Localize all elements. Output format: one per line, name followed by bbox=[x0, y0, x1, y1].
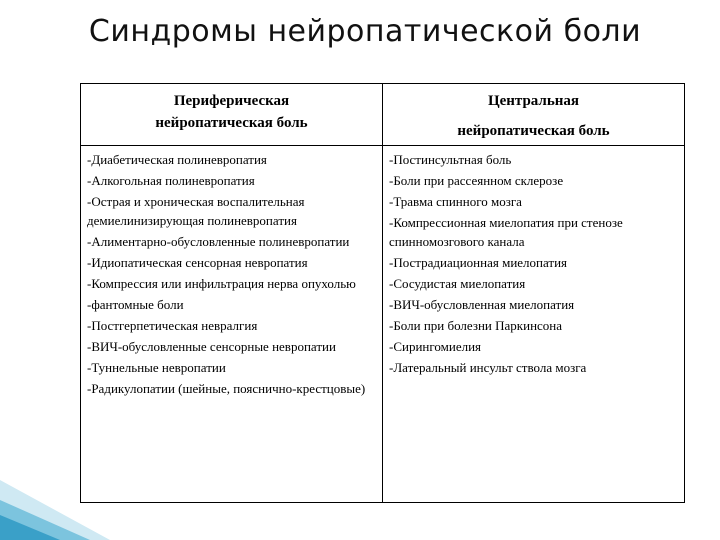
peripheral-syndrome-item: -Алиментарно-обусловленные полиневропатии bbox=[87, 234, 350, 249]
central-syndrome-item: -Травма спинного мозга bbox=[389, 194, 522, 209]
central-list-cell bbox=[383, 146, 685, 503]
peripheral-syndrome-item: -Алкогольная полиневропатия bbox=[87, 173, 255, 188]
peripheral-header bbox=[81, 84, 382, 137]
central-syndrome-item: -Сосудистая миелопатия bbox=[389, 276, 526, 291]
peripheral-syndrome-item: -Постгерпетическая невралгия bbox=[87, 318, 258, 333]
central-syndrome-item: -Латеральный инсульт ствола мозга bbox=[389, 360, 587, 375]
central-list bbox=[383, 146, 684, 377]
syndromes-table bbox=[80, 83, 685, 503]
central-header-cell bbox=[383, 84, 685, 146]
peripheral-syndrome-item: -Компрессия или инфильтрация нерва опухолью bbox=[87, 276, 356, 291]
central-syndrome-item: -Компрессионная миелопатия при стенозе спинномозгового канала bbox=[389, 215, 623, 249]
peripheral-syndrome-item: -Идиопатическая сенсорная невропатия bbox=[87, 255, 308, 270]
central-syndrome-item: -Боли при болезни Паркинсона bbox=[389, 318, 563, 333]
peripheral-list bbox=[81, 146, 382, 398]
peripheral-syndrome-item: -Острая и хроническая воспалительная демиелинизирующая полиневропатия bbox=[87, 194, 305, 228]
peripheral-header-cell bbox=[81, 84, 383, 146]
central-syndrome-item: -Боли при рассеянном склерозе bbox=[389, 173, 564, 188]
page-title: Синдромы нейропатической боли bbox=[88, 14, 642, 49]
peripheral-syndrome-item: -Туннельные невропатии bbox=[87, 360, 226, 375]
central-syndrome-item: -Сирингомиелия bbox=[389, 339, 482, 354]
peripheral-syndrome-item: -ВИЧ-обусловленные сенсорные невропатии bbox=[87, 339, 336, 354]
peripheral-list-cell bbox=[81, 146, 383, 503]
central-syndrome-item: -ВИЧ-обусловленная миелопатия bbox=[389, 297, 575, 312]
peripheral-syndrome-item: -фантомные боли bbox=[87, 297, 184, 312]
central-header-line2: нейропатическая боль bbox=[457, 123, 610, 139]
central-syndrome-item: -Постинсультная боль bbox=[389, 152, 512, 167]
peripheral-header-line1: Периферическая bbox=[173, 93, 290, 109]
central-header bbox=[383, 84, 684, 145]
central-header-line1: Центральная bbox=[487, 93, 580, 109]
central-syndrome-item: -Пострадиационная миелопатия bbox=[389, 255, 568, 270]
peripheral-header-line2: нейропатическая боль bbox=[155, 115, 308, 131]
peripheral-syndrome-item: -Радикулопатии (шейные, пояснично-крестцовые) bbox=[87, 381, 366, 396]
peripheral-syndrome-item: -Диабетическая полиневропатия bbox=[87, 152, 267, 167]
